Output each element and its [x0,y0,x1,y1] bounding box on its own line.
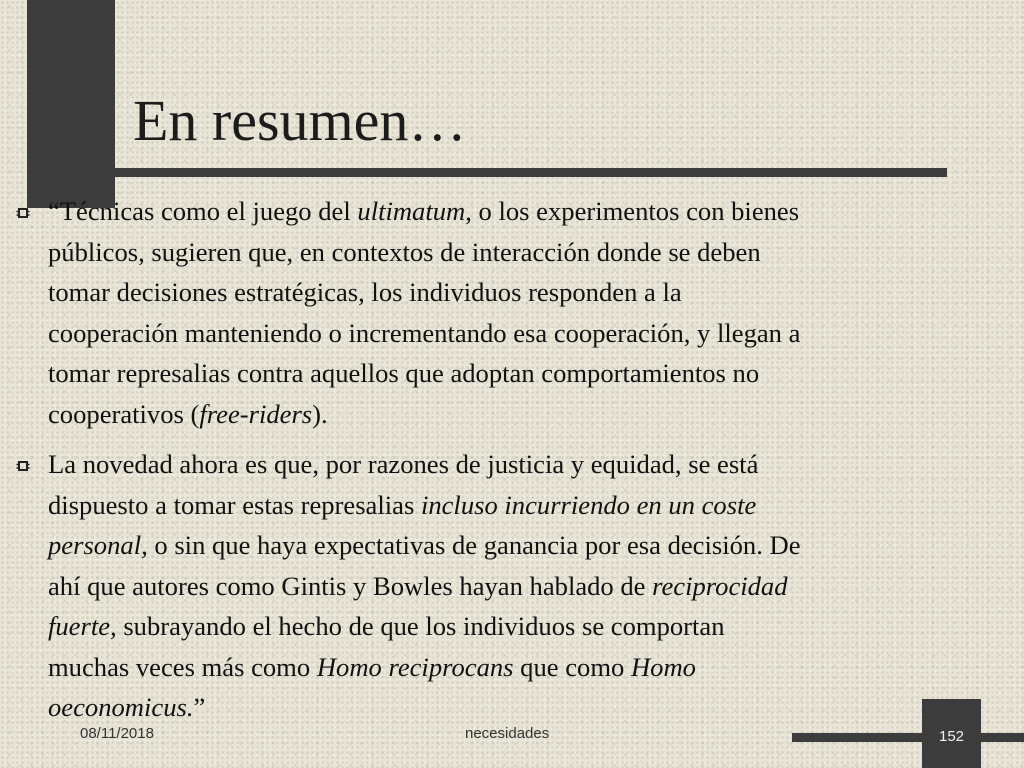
text-run: ” [193,692,206,722]
text-line [48,566,1023,607]
hash-square-bullet-icon [16,459,30,473]
text-line [48,353,1023,394]
slide-title: En resumen… [133,88,467,153]
footer-topic: necesidades [465,725,550,742]
text-run: , o los experimentos con bienes [465,196,800,226]
text-run: que como [513,651,631,682]
text-run: tomar decisiones estratégicas, los individuos responden a la [48,277,682,307]
italic-run: fuerte, [48,611,117,641]
text-run: ahí que autores como Gintis y Bowles hayan hablado de [48,570,653,601]
text-run: tomar represalias contra aquellos que adoptan comportamientos no [48,358,760,388]
text-line [48,444,1023,485]
italic-run: personal, [48,530,148,560]
text-run: o sin que haya expectativas de ganancia por esa decisión. De [147,530,801,560]
italic-run: ultimatum [357,196,466,226]
italic-run: free-riders [199,398,313,429]
text-line [48,647,1023,688]
text-line [48,525,1023,566]
text-run: cooperativos ( [48,398,200,429]
text-run: públicos, sugieren que, en contextos de interacción donde se deben [48,236,761,267]
text-run: subrayando el hecho de que los individuos se comportan [116,611,725,641]
italic-run: oeconomicus. [48,692,194,722]
footer-date: 08/11/2018 [80,725,154,742]
page-number-box [922,699,981,768]
text-run: muchas veces más como [48,651,317,682]
text-run: cooperación manteniendo o incrementando esa cooperación, y llegan a [48,317,801,348]
italic-run: Homo [630,651,696,682]
text-line [48,687,1023,728]
text-line [48,606,1023,647]
hash-square-bullet-icon [16,206,30,220]
text-line [48,272,1023,313]
italic-run: Homo reciprocans [316,651,514,682]
bullet-1-text [48,191,1023,434]
footer-decorative-bar [792,733,1024,742]
text-run: “Técnicas como el juego del [48,196,358,226]
italic-run: reciprocidad [652,570,788,601]
text-run: ). [312,398,328,429]
text-run: dispuesto a tomar estas represalias [48,489,421,520]
bullet-2-text [48,444,1023,728]
italic-run: incluso incurriendo en un coste [420,489,757,520]
page-number: 152 [938,728,965,745]
text-run: La novedad ahora es que, por razones de justicia y equidad, se está [48,449,759,479]
text-line [48,232,1023,273]
text-line [48,394,1023,435]
text-line [48,485,1023,526]
text-line [48,313,1023,354]
text-line [48,191,1023,232]
